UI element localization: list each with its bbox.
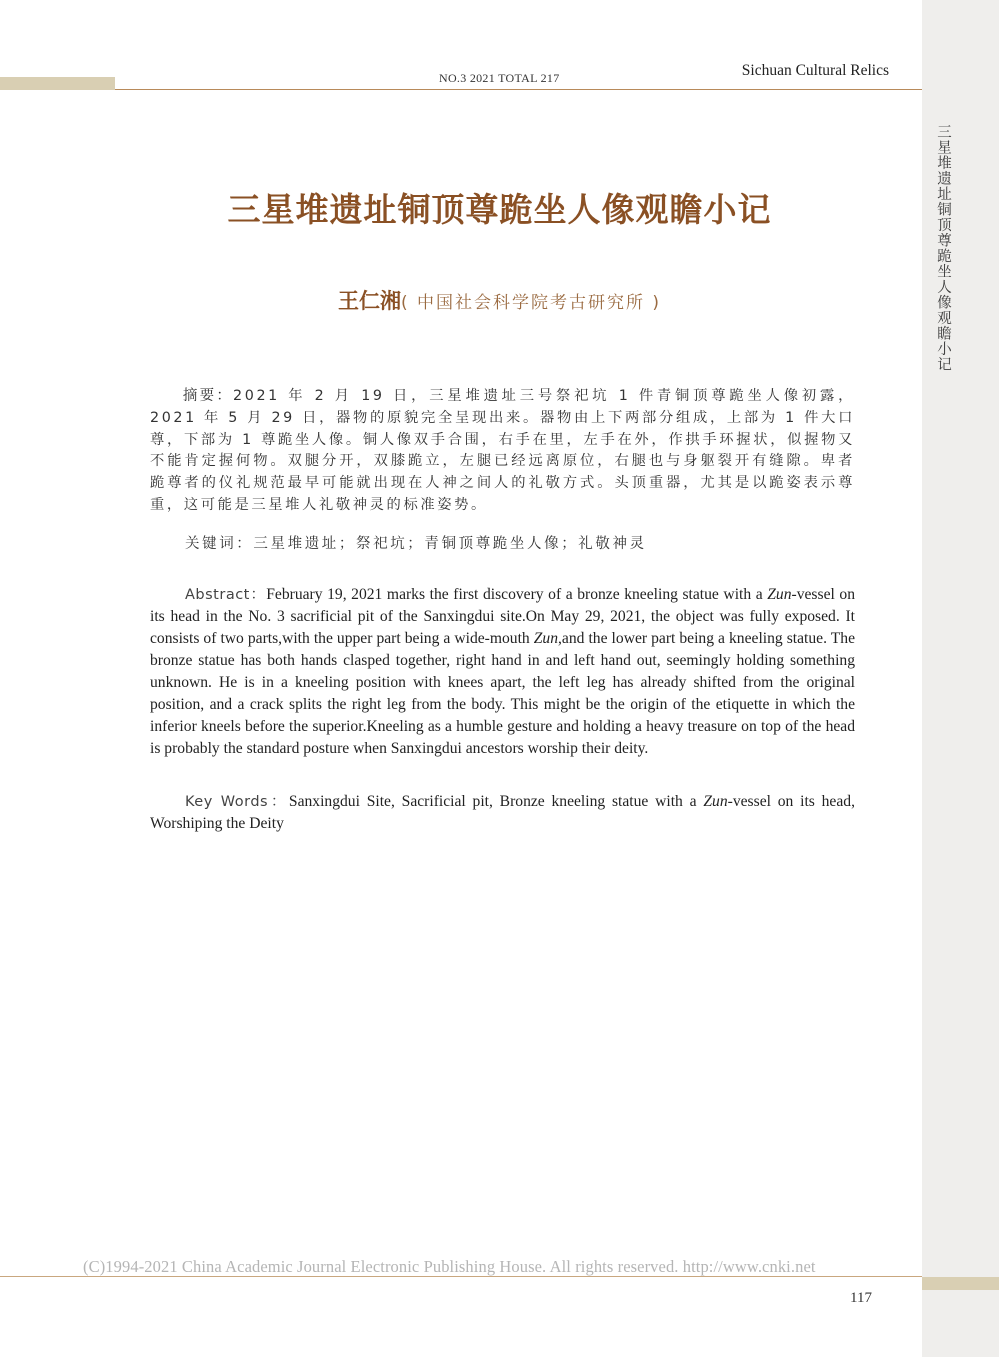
chinese-abstract-text: 2021 年 2 月 19 日，三星堆遗址三号祭祀坑 1 件青铜顶尊跪坐人像初露，2021 年 5 月 29 日，器物的原貌完全呈现出来。器物由上下两部分组成，上部为 1 件大口尊，下部为 1 尊跪坐人像。铜人像双手合围，右手在里，左手在外，作拱手环握状，似握物又不能肯定握何物。双腿分开，双膝跪立，左腿已经远离原位，右腿也与身躯裂开有缝隙。卑者跪尊者的仪礼规范最早可能就出现在人神之间人的礼敬方式。头顶重器，尤其是以跪姿表示尊重，这可能是三星堆人礼敬神灵的标准姿势。 bbox=[150, 388, 856, 513]
header-rule bbox=[115, 89, 922, 90]
chinese-keywords-text: 三星堆遗址；祭祀坑；青铜顶尊跪坐人像；礼敬神灵 bbox=[253, 536, 647, 552]
english-keywords-label: Key Words： bbox=[185, 794, 289, 810]
english-abstract-label: Abstract： bbox=[185, 587, 267, 603]
english-keywords bbox=[150, 791, 855, 835]
author-line bbox=[0, 285, 999, 315]
chinese-abstract-label: 摘要： bbox=[182, 388, 234, 404]
english-keywords-text-1: Sanxingdui Site, Sacrificial pit, Bronze kneeling statue with a bbox=[288, 793, 704, 810]
english-abstract-text-2: -vessel on its head in the No. 3 sacrificial pit of the Sanxingdui site.On May 29, 2021, the object was fully exposed. It consists of two parts,with the upper part being a wide-mouth bbox=[150, 586, 855, 647]
author-name: 王仁湘 bbox=[337, 289, 401, 313]
english-abstract-text-1: February 19, 2021 marks the first discovery of a bronze kneeling statue with a bbox=[266, 586, 768, 603]
copyright-watermark: (C)1994-2021 China Academic Journal Electronic Publishing House. All rights reserved. http://www.cnki.net bbox=[83, 1257, 816, 1276]
english-keywords-text-2: -vessel on its head, Worshiping the Deity bbox=[150, 793, 855, 832]
journal-name: Sichuan Cultural Relics bbox=[741, 62, 889, 79]
side-running-title: 三星堆遗址铜顶尊跪坐人像观瞻小记 bbox=[935, 124, 951, 372]
article-title: 三星堆遗址铜顶尊跪坐人像观瞻小记 bbox=[227, 190, 772, 229]
header-accent-bar bbox=[0, 77, 115, 90]
english-abstract bbox=[150, 584, 855, 760]
english-abstract-text-3: ,and the lower part being a kneeling statue. The bronze statue has both hands clasped together, right hand in and left hand out, seemingly holding something unknown. He is in a kneeling position with knees apart, the left leg has already shifted from the original position, and a crack splits the right leg from the body. This might be the origin of the etiquette in which the inferior kneels before the superior.Kneeling as a humble gesture and holding a heavy treasure on top of the head is probably the standard posture when Sanxingdui ancestors worship their deity. bbox=[150, 630, 855, 757]
issue-number: NO.3 2021 TOTAL 217 bbox=[439, 71, 560, 85]
chinese-keywords bbox=[185, 532, 855, 553]
footer-rule bbox=[0, 1276, 922, 1277]
zun-term: Zun bbox=[767, 586, 792, 603]
chinese-abstract bbox=[150, 386, 855, 517]
zun-term: Zun bbox=[703, 793, 728, 810]
page-number: 117 bbox=[850, 1290, 872, 1306]
footer-accent-bar bbox=[922, 1277, 999, 1290]
zun-term: Zun bbox=[533, 630, 559, 647]
chinese-keywords-label: 关键词： bbox=[185, 536, 254, 552]
author-affiliation: ( 中国社会科学院考古研究所 ) bbox=[400, 293, 662, 313]
